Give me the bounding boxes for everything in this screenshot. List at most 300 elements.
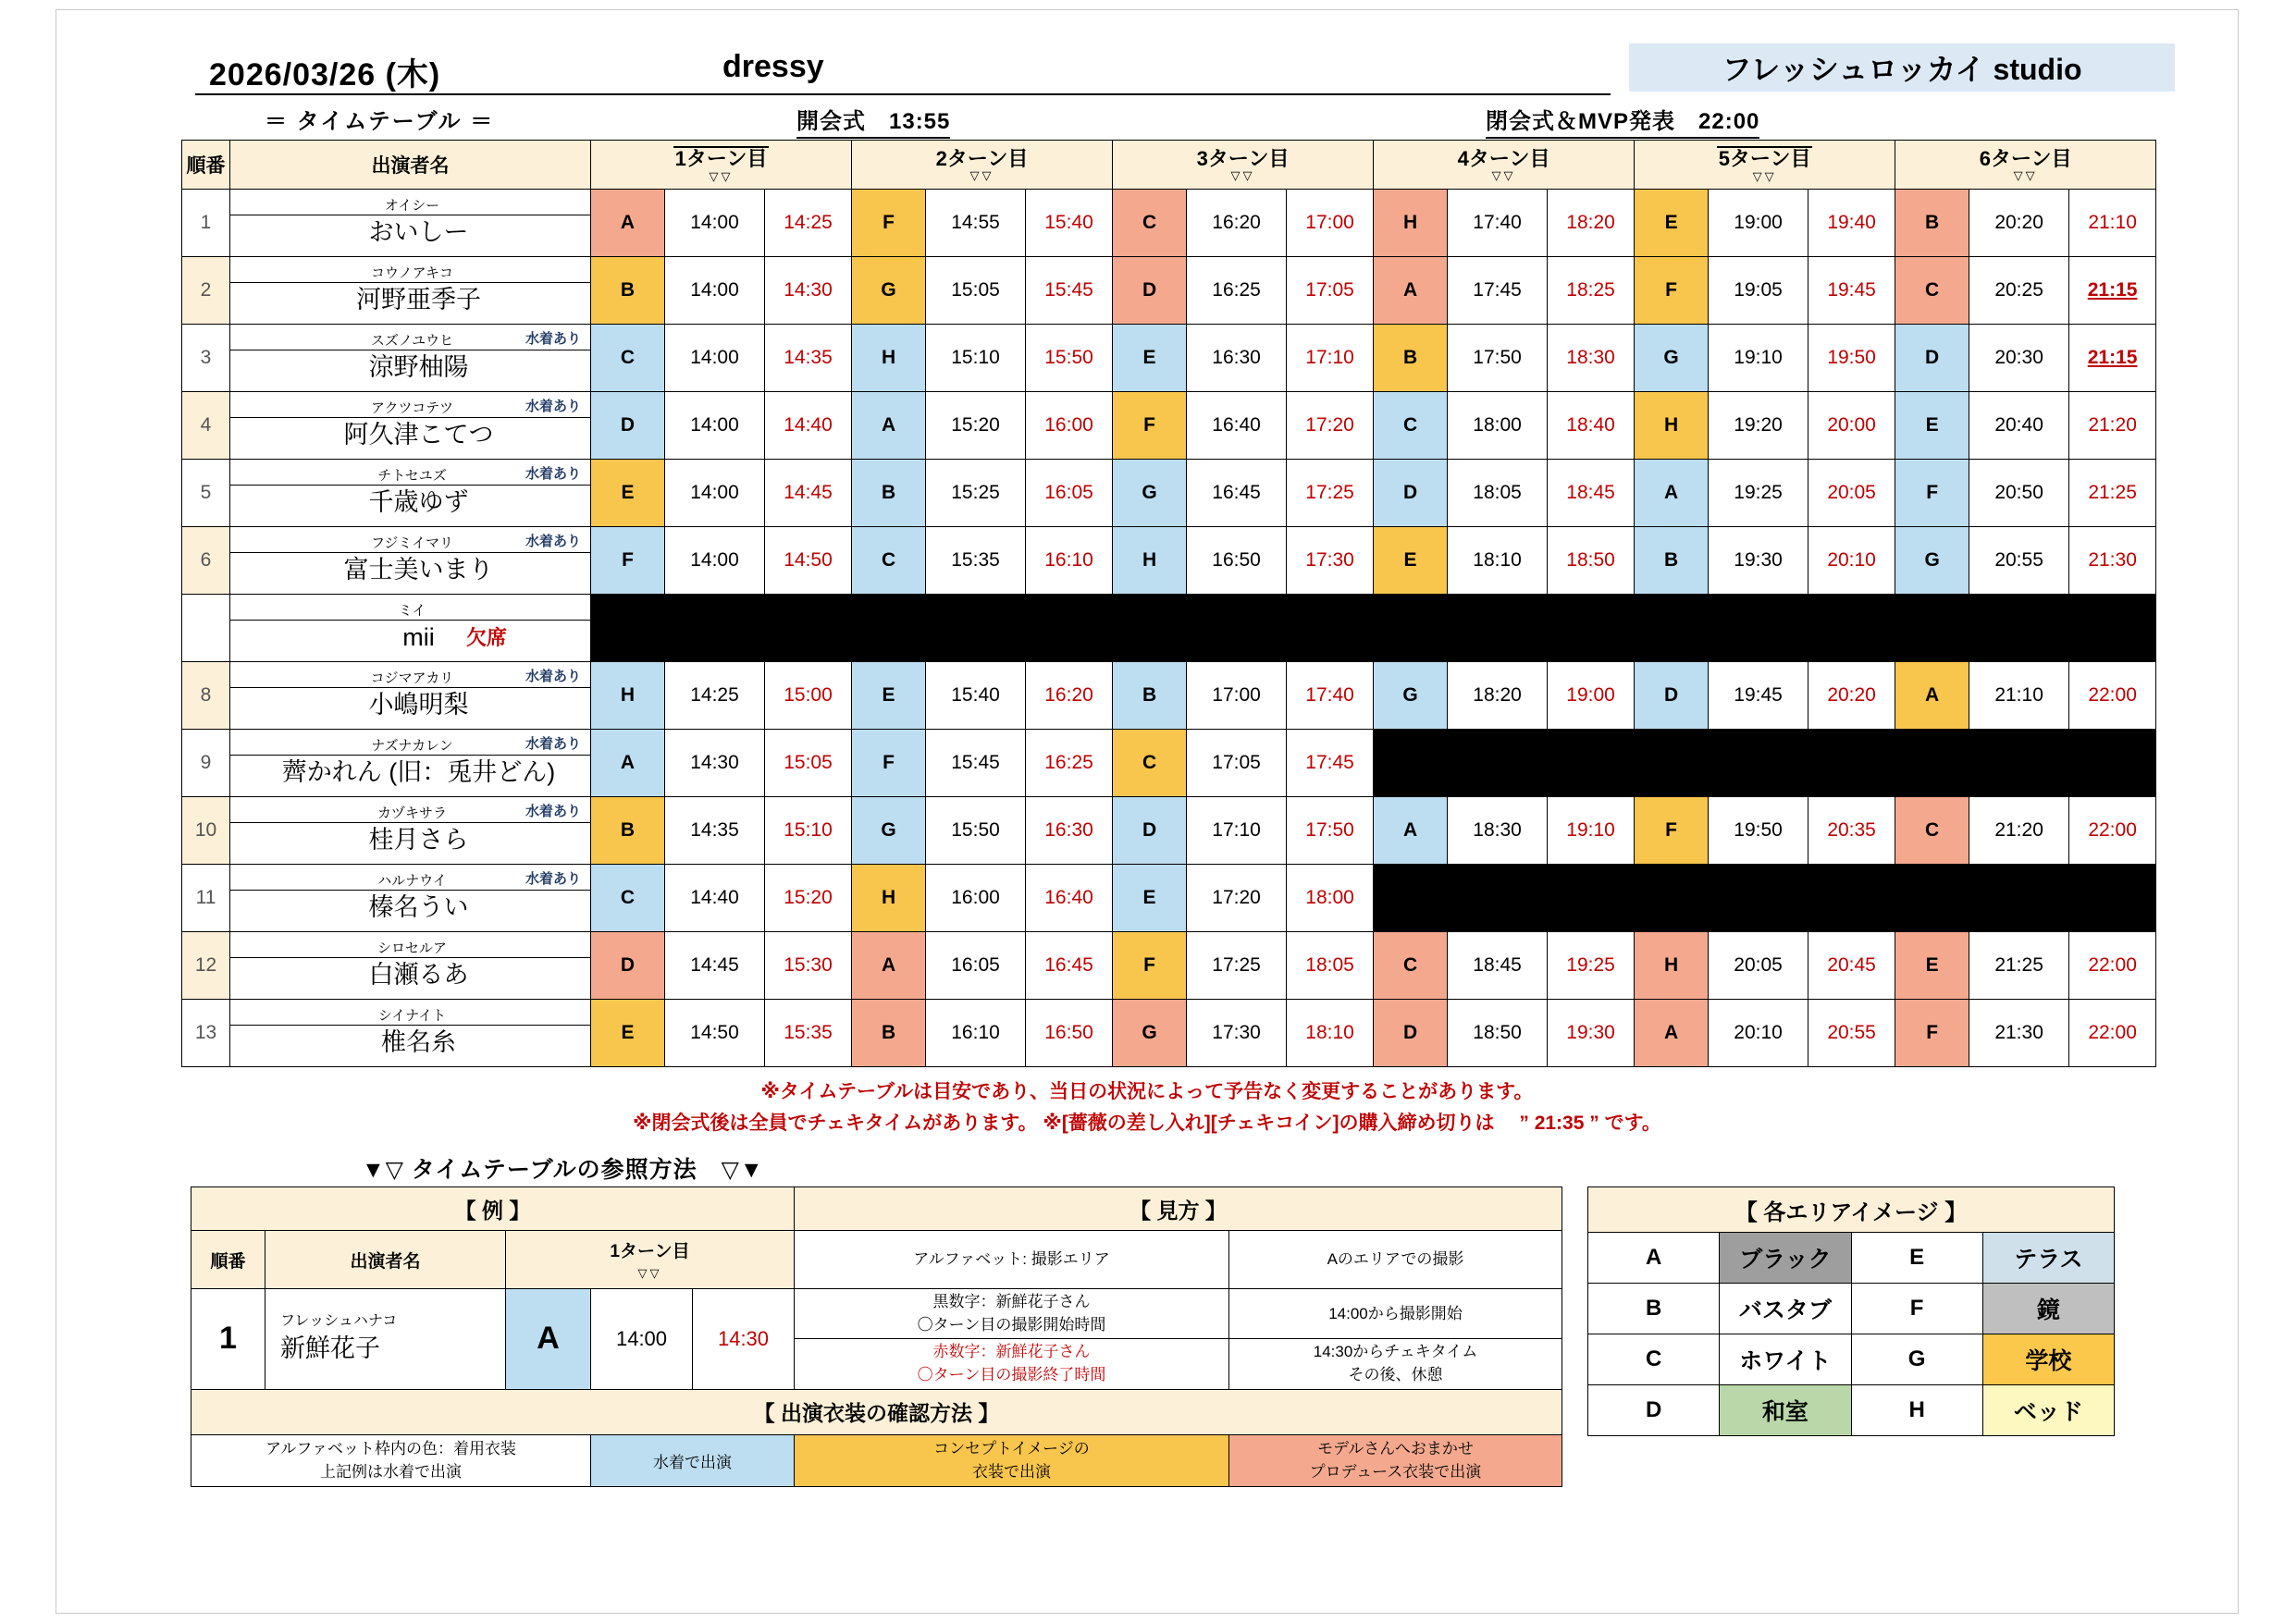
view-note-1-left: アルファベット: 撮影エリア <box>795 1231 1229 1289</box>
start-time: 14:30 <box>665 730 765 797</box>
row-order-number: 11 <box>182 865 230 932</box>
performer-name-cell <box>230 527 591 595</box>
performer-kana: ナズナカレン <box>230 737 590 756</box>
area-letter: E <box>1113 865 1187 932</box>
end-time: 18:20 <box>1548 190 1635 257</box>
area-letter: G <box>1635 325 1709 392</box>
header-turn-6 <box>1895 141 2156 190</box>
area-letter: A <box>1635 1000 1709 1067</box>
area-letter: D <box>591 932 665 1000</box>
example-no: 1 <box>191 1289 265 1390</box>
end-time: 16:40 <box>1026 865 1113 932</box>
end-time: 22:00 <box>2069 662 2156 730</box>
performer-kana: フジミイマリ <box>230 535 590 554</box>
end-time: 15:40 <box>1026 190 1113 257</box>
area-row <box>1588 1334 2115 1385</box>
start-time: 14:00 <box>665 190 765 257</box>
view-note-2-left-2: 〇ターン目の撮影開始時間 <box>917 1315 1106 1334</box>
start-time: 20:05 <box>1709 932 1808 1000</box>
start-time: 16:40 <box>1187 392 1287 460</box>
start-time: 14:00 <box>665 257 765 325</box>
area-letter: E <box>1113 325 1187 392</box>
end-time: 21:25 <box>2069 460 2156 527</box>
start-time: 15:40 <box>926 662 1026 730</box>
area-letter: A <box>1895 662 1969 730</box>
blocked-cell <box>1635 730 1895 797</box>
performer-name-cell <box>230 932 591 1000</box>
area-letter: H <box>852 325 926 392</box>
area-letter: C <box>1374 932 1448 1000</box>
row-order-number: 9 <box>182 730 230 797</box>
end-time: 20:45 <box>1808 932 1895 1000</box>
swimsuit-badge: 水着あり <box>525 331 581 347</box>
area-value: 鏡 <box>1982 1284 2114 1334</box>
turn-label-1: 1ターン目 <box>674 147 768 171</box>
start-time: 14:00 <box>665 392 765 460</box>
performer-name-cell <box>230 190 591 257</box>
turn-tri-3: ▽▽ <box>1230 167 1255 182</box>
start-time: 15:50 <box>926 797 1026 865</box>
event-date: 2026/03/26 (木) <box>209 57 441 92</box>
area-letter: D <box>591 392 665 460</box>
start-time: 19:20 <box>1709 392 1808 460</box>
area-letter: C <box>1113 190 1187 257</box>
start-time: 17:20 <box>1187 865 1287 932</box>
turn-label-6: 6ターン目 <box>1979 146 2072 170</box>
start-time: 21:30 <box>1969 1000 2069 1067</box>
area-letter: H <box>1374 190 1448 257</box>
start-time: 18:50 <box>1448 1000 1548 1067</box>
absent-badge: 欠席 <box>465 626 507 649</box>
table-row <box>182 527 2156 595</box>
view-note-2-left-1: 黒数字：新鮮花子さん <box>932 1293 1091 1311</box>
blocked-cell <box>1895 730 2156 797</box>
header-turn-1 <box>591 141 852 190</box>
performer-kana: アクツコテツ <box>230 400 590 419</box>
view-note-3-right-1: 14:30からチェキタイム <box>1313 1343 1478 1361</box>
footnote-1: ※タイムテーブルは目安であり、当日の状況によって予告なく変更することがあります。 <box>760 1081 1534 1102</box>
end-time: 17:00 <box>1287 190 1374 257</box>
end-time: 15:20 <box>765 865 852 932</box>
area-letter: C <box>1374 392 1448 460</box>
area-letter: G <box>1113 1000 1187 1067</box>
table-row <box>182 865 2156 932</box>
event-title: dressy <box>722 49 824 84</box>
start-time: 15:35 <box>926 527 1026 595</box>
area-letter: D <box>1374 1000 1448 1067</box>
table-row <box>182 325 2156 392</box>
performer-kana: シロセルア <box>230 940 590 959</box>
example-name <box>265 1289 506 1390</box>
area-letter: F <box>852 190 926 257</box>
end-time: 18:30 <box>1548 325 1635 392</box>
performer-name-cell <box>230 325 591 392</box>
costume-note <box>191 1434 591 1486</box>
costume-concept <box>795 1434 1229 1486</box>
end-time: 17:10 <box>1287 325 1374 392</box>
performer-name-cell <box>230 662 591 730</box>
start-time: 17:00 <box>1187 662 1287 730</box>
area-letter: A <box>852 392 926 460</box>
header-turn-3 <box>1113 141 1374 190</box>
turn-label-5: 5ターン目 <box>1718 147 1811 171</box>
row-order-number: 1 <box>182 190 230 257</box>
area-letter: A <box>591 730 665 797</box>
performer-kana: チトセユズ <box>230 467 590 486</box>
end-time: 18:10 <box>1287 1000 1374 1067</box>
end-time: 16:30 <box>1026 797 1113 865</box>
end-time: 20:35 <box>1808 797 1895 865</box>
performer-name-cell <box>230 1000 591 1067</box>
start-time: 19:30 <box>1709 527 1808 595</box>
costume-note-2: 上記例は水着で出演 <box>320 1463 462 1482</box>
studio-name: フレッシュロッカイ studio <box>1629 43 2175 92</box>
end-time: 18:25 <box>1548 257 1635 325</box>
header-turn-2 <box>852 141 1113 190</box>
start-time: 16:50 <box>1187 527 1287 595</box>
end-time: 16:45 <box>1026 932 1113 1000</box>
start-time: 21:10 <box>1969 662 2069 730</box>
start-time: 20:55 <box>1969 527 2069 595</box>
turn-tri-1: ▽▽ <box>709 169 734 184</box>
end-time: 15:00 <box>765 662 852 730</box>
end-time: 14:50 <box>765 527 852 595</box>
end-time: 21:10 <box>2069 190 2156 257</box>
area-image-table <box>1587 1187 2115 1436</box>
end-time: 20:00 <box>1808 392 1895 460</box>
row-order-number: 13 <box>182 1000 230 1067</box>
start-time: 16:45 <box>1187 460 1287 527</box>
performer-kana: コウノアキコ <box>230 264 590 284</box>
area-letter: E <box>1374 527 1448 595</box>
end-time: 20:05 <box>1808 460 1895 527</box>
area-letter: C <box>852 527 926 595</box>
area-letter: B <box>1113 662 1187 730</box>
document-sheet <box>56 9 2239 1614</box>
start-time: 16:20 <box>1187 190 1287 257</box>
start-time: 19:25 <box>1709 460 1808 527</box>
area-letter: A <box>1374 797 1448 865</box>
performer-name: 榛名うい <box>368 893 469 922</box>
area-letter: G <box>852 797 926 865</box>
footnote-2: ※閉会式後は全員でチェキタイムがあります。 ※[薔薇の差し入れ][チェキコイン]の購入締め切りは ” 21:35 ” です。 <box>633 1112 1661 1134</box>
performer-name-cell <box>230 865 591 932</box>
end-time: 16:20 <box>1026 662 1113 730</box>
area-letter: B <box>591 797 665 865</box>
area-key: F <box>1851 1284 1982 1334</box>
howto-turn-label: 1ターン目 <box>610 1241 690 1261</box>
area-value: バスタブ <box>1720 1284 1851 1334</box>
howto-col-name: 出演者名 <box>265 1231 506 1289</box>
performer-name: 小嶋明梨 <box>368 691 469 719</box>
area-value: 和室 <box>1720 1385 1851 1436</box>
start-time: 18:45 <box>1448 932 1548 1000</box>
table-row <box>182 1000 2156 1067</box>
start-time: 16:25 <box>1187 257 1287 325</box>
start-time: 14:35 <box>665 797 765 865</box>
area-letter: E <box>1635 190 1709 257</box>
start-time: 17:25 <box>1187 932 1287 1000</box>
view-header: 【 見方 】 <box>795 1187 1562 1231</box>
performer-name: おいしー <box>368 218 469 247</box>
howto-turn-tri: ▽▽ <box>637 1265 662 1280</box>
timetable <box>181 140 2156 1067</box>
start-time: 19:05 <box>1709 257 1808 325</box>
end-time: 19:45 <box>1808 257 1895 325</box>
end-time: 18:40 <box>1548 392 1635 460</box>
turn-tri-6: ▽▽ <box>2013 167 2038 182</box>
start-time: 17:05 <box>1187 730 1287 797</box>
area-letter: F <box>1113 392 1187 460</box>
area-row <box>1588 1233 2115 1284</box>
area-letter: A <box>1635 460 1709 527</box>
swimsuit-badge: 水着あり <box>525 466 581 482</box>
performer-kana: ミイ <box>230 602 590 621</box>
performer-kana: スズノユウヒ <box>230 332 590 351</box>
blocked-cell <box>591 595 2156 662</box>
performer-name: 阿久津こてつ <box>343 421 494 449</box>
table-row <box>182 190 2156 257</box>
end-time: 18:45 <box>1548 460 1635 527</box>
end-time: 17:20 <box>1287 392 1374 460</box>
view-note-1-right: Aのエリアでの撮影 <box>1229 1231 1562 1289</box>
start-time: 15:45 <box>926 730 1026 797</box>
end-time: 21:15 <box>2069 325 2156 392</box>
performer-kana: シイナイト <box>230 1007 590 1027</box>
performer-name-cell <box>230 460 591 527</box>
start-time: 15:05 <box>926 257 1026 325</box>
performer-kana: ハルナウイ <box>230 872 590 891</box>
end-time: 22:00 <box>2069 1000 2156 1067</box>
end-time: 14:40 <box>765 392 852 460</box>
end-time: 21:30 <box>2069 527 2156 595</box>
end-time: 15:05 <box>765 730 852 797</box>
area-letter: E <box>591 460 665 527</box>
area-letter: D <box>1113 257 1187 325</box>
area-letter: A <box>1374 257 1448 325</box>
footnotes <box>56 1076 2238 1138</box>
costume-concept-1: コンセプトイメージの <box>933 1439 1090 1457</box>
costume-header: 【 出演衣装の確認方法 】 <box>191 1389 1562 1434</box>
area-letter: H <box>1113 527 1187 595</box>
area-letter: G <box>1374 662 1448 730</box>
view-note-3-right-2: その後、休憩 <box>1348 1366 1443 1384</box>
header-col-no: 順番 <box>182 141 230 190</box>
document-header <box>56 36 2238 97</box>
area-letter: G <box>852 257 926 325</box>
end-time: 15:45 <box>1026 257 1113 325</box>
area-letter: E <box>852 662 926 730</box>
turn-tri-2: ▽▽ <box>969 167 994 182</box>
start-time: 16:00 <box>926 865 1026 932</box>
start-time: 14:00 <box>665 325 765 392</box>
turn-tri-4: ▽▽ <box>1491 167 1516 182</box>
area-letter: B <box>1374 325 1448 392</box>
turn-label-3: 3ターン目 <box>1196 146 1290 170</box>
end-time: 16:25 <box>1026 730 1113 797</box>
view-note-3-left-1: 赤数字：新鮮花子さん <box>932 1343 1091 1361</box>
row-order-number: 4 <box>182 392 230 460</box>
start-time: 20:20 <box>1969 190 2069 257</box>
area-letter: F <box>1635 257 1709 325</box>
area-key: G <box>1851 1334 1982 1385</box>
area-letter: F <box>1635 797 1709 865</box>
blocked-cell <box>1374 730 1635 797</box>
closing-ceremony-time: 閉会式＆MVP発表 22:00 <box>1486 103 1759 139</box>
performer-name: 薺かれん (旧：兎井どん) <box>281 758 556 787</box>
end-time: 20:55 <box>1808 1000 1895 1067</box>
start-time: 18:30 <box>1448 797 1548 865</box>
start-time: 18:10 <box>1448 527 1548 595</box>
performer-kana: コジマアカリ <box>230 670 590 689</box>
performer-name-cell <box>230 257 591 325</box>
start-time: 17:40 <box>1448 190 1548 257</box>
start-time: 14:50 <box>665 1000 765 1067</box>
turn-tri-5: ▽▽ <box>1752 169 1777 184</box>
area-letter: H <box>852 865 926 932</box>
area-letter: B <box>852 1000 926 1067</box>
header-rule <box>195 93 1611 95</box>
howto-table <box>191 1187 1562 1487</box>
area-letter: D <box>1113 797 1187 865</box>
area-letter: B <box>852 460 926 527</box>
start-time: 15:25 <box>926 460 1026 527</box>
area-letter: E <box>1895 932 1969 1000</box>
start-time: 14:25 <box>665 662 765 730</box>
header-col-name: 出演者名 <box>230 141 591 190</box>
area-letter: F <box>1113 932 1187 1000</box>
view-note-3-right <box>1229 1339 1562 1389</box>
area-letter: D <box>1374 460 1448 527</box>
header-turn-4 <box>1374 141 1635 190</box>
area-letter: A <box>591 190 665 257</box>
area-letter: H <box>1635 932 1709 1000</box>
performer-kana: カヅキサラ <box>230 805 590 824</box>
view-note-3-left-2: 〇ターン目の撮影終了時間 <box>917 1366 1106 1384</box>
blocked-cell <box>1374 865 1635 932</box>
area-letter: H <box>1635 392 1709 460</box>
area-letter: C <box>1113 730 1187 797</box>
end-time: 20:10 <box>1808 527 1895 595</box>
end-time: 19:25 <box>1548 932 1635 1000</box>
performer-name: 白瀬るあ <box>368 961 469 990</box>
end-time: 16:10 <box>1026 527 1113 595</box>
area-letter: F <box>1895 1000 1969 1067</box>
area-letter: C <box>591 325 665 392</box>
start-time: 16:30 <box>1187 325 1287 392</box>
area-value: ブラック <box>1720 1233 1851 1284</box>
costume-produce-2: プロデュース衣装で出演 <box>1309 1463 1482 1482</box>
area-letter: E <box>591 1000 665 1067</box>
start-time: 14:45 <box>665 932 765 1000</box>
header-turn-5 <box>1635 141 1895 190</box>
swimsuit-badge: 水着あり <box>525 534 581 549</box>
start-time: 18:20 <box>1448 662 1548 730</box>
area-letter: A <box>852 932 926 1000</box>
view-note-2-right: 14:00から撮影開始 <box>1229 1289 1562 1339</box>
end-time: 22:00 <box>2069 932 2156 1000</box>
end-time: 21:20 <box>2069 392 2156 460</box>
area-letter: G <box>1895 527 1969 595</box>
area-letter: D <box>1635 662 1709 730</box>
timetable-header-row <box>182 141 2156 190</box>
end-time: 16:05 <box>1026 460 1113 527</box>
end-time: 20:20 <box>1808 662 1895 730</box>
end-time: 17:05 <box>1287 257 1374 325</box>
row-order-number: 8 <box>182 662 230 730</box>
start-time: 16:05 <box>926 932 1026 1000</box>
table-row <box>182 595 2156 662</box>
timetable-label: ＝ タイムテーブル ＝ <box>265 109 495 134</box>
end-time: 16:00 <box>1026 392 1113 460</box>
start-time: 15:10 <box>926 325 1026 392</box>
area-letter: E <box>1895 392 1969 460</box>
start-time: 14:55 <box>926 190 1026 257</box>
table-row <box>182 460 2156 527</box>
area-value: 学校 <box>1982 1334 2114 1385</box>
example-area-letter: A <box>506 1289 591 1390</box>
howto-turn-header <box>506 1231 795 1289</box>
end-time: 16:50 <box>1026 1000 1113 1067</box>
start-time: 17:30 <box>1187 1000 1287 1067</box>
costume-produce-1: モデルさんへおまかせ <box>1317 1439 1474 1457</box>
area-row <box>1588 1284 2115 1334</box>
example-end-time: 14:30 <box>693 1289 795 1390</box>
area-letter: D <box>1895 325 1969 392</box>
end-time: 14:30 <box>765 257 852 325</box>
area-letter: F <box>852 730 926 797</box>
area-key: A <box>1588 1233 1720 1284</box>
start-time: 20:50 <box>1969 460 2069 527</box>
end-time: 18:00 <box>1287 865 1374 932</box>
end-time: 14:45 <box>765 460 852 527</box>
table-row <box>182 797 2156 865</box>
start-time: 20:40 <box>1969 392 2069 460</box>
howto-title: ▼▽ タイムテーブルの参照方法 ▽▼ <box>362 1157 764 1184</box>
row-order-number: 12 <box>182 932 230 1000</box>
area-letter: G <box>1113 460 1187 527</box>
area-letter: H <box>591 662 665 730</box>
start-time: 17:50 <box>1448 325 1548 392</box>
area-letter: F <box>1895 460 1969 527</box>
start-time: 16:10 <box>926 1000 1026 1067</box>
start-time: 18:05 <box>1448 460 1548 527</box>
area-letter: B <box>1895 190 1969 257</box>
end-time: 19:10 <box>1548 797 1635 865</box>
performer-name: 椎名糸 <box>381 1028 456 1057</box>
row-order-number: 5 <box>182 460 230 527</box>
performer-name: mii <box>402 623 435 652</box>
table-row <box>182 392 2156 460</box>
table-row <box>182 257 2156 325</box>
end-time: 18:05 <box>1287 932 1374 1000</box>
table-row <box>182 730 2156 797</box>
turn-label-4: 4ターン目 <box>1457 146 1550 170</box>
end-time: 15:10 <box>765 797 852 865</box>
end-time: 19:00 <box>1548 662 1635 730</box>
start-time: 15:20 <box>926 392 1026 460</box>
start-time: 19:10 <box>1709 325 1808 392</box>
start-time: 14:40 <box>665 865 765 932</box>
end-time: 15:35 <box>765 1000 852 1067</box>
start-time: 19:45 <box>1709 662 1808 730</box>
row-order-number: 10 <box>182 797 230 865</box>
end-time: 17:25 <box>1287 460 1374 527</box>
row-order-number: 6 <box>182 527 230 595</box>
start-time: 19:00 <box>1709 190 1808 257</box>
end-time: 17:50 <box>1287 797 1374 865</box>
performer-kana: オイシー <box>230 197 590 216</box>
